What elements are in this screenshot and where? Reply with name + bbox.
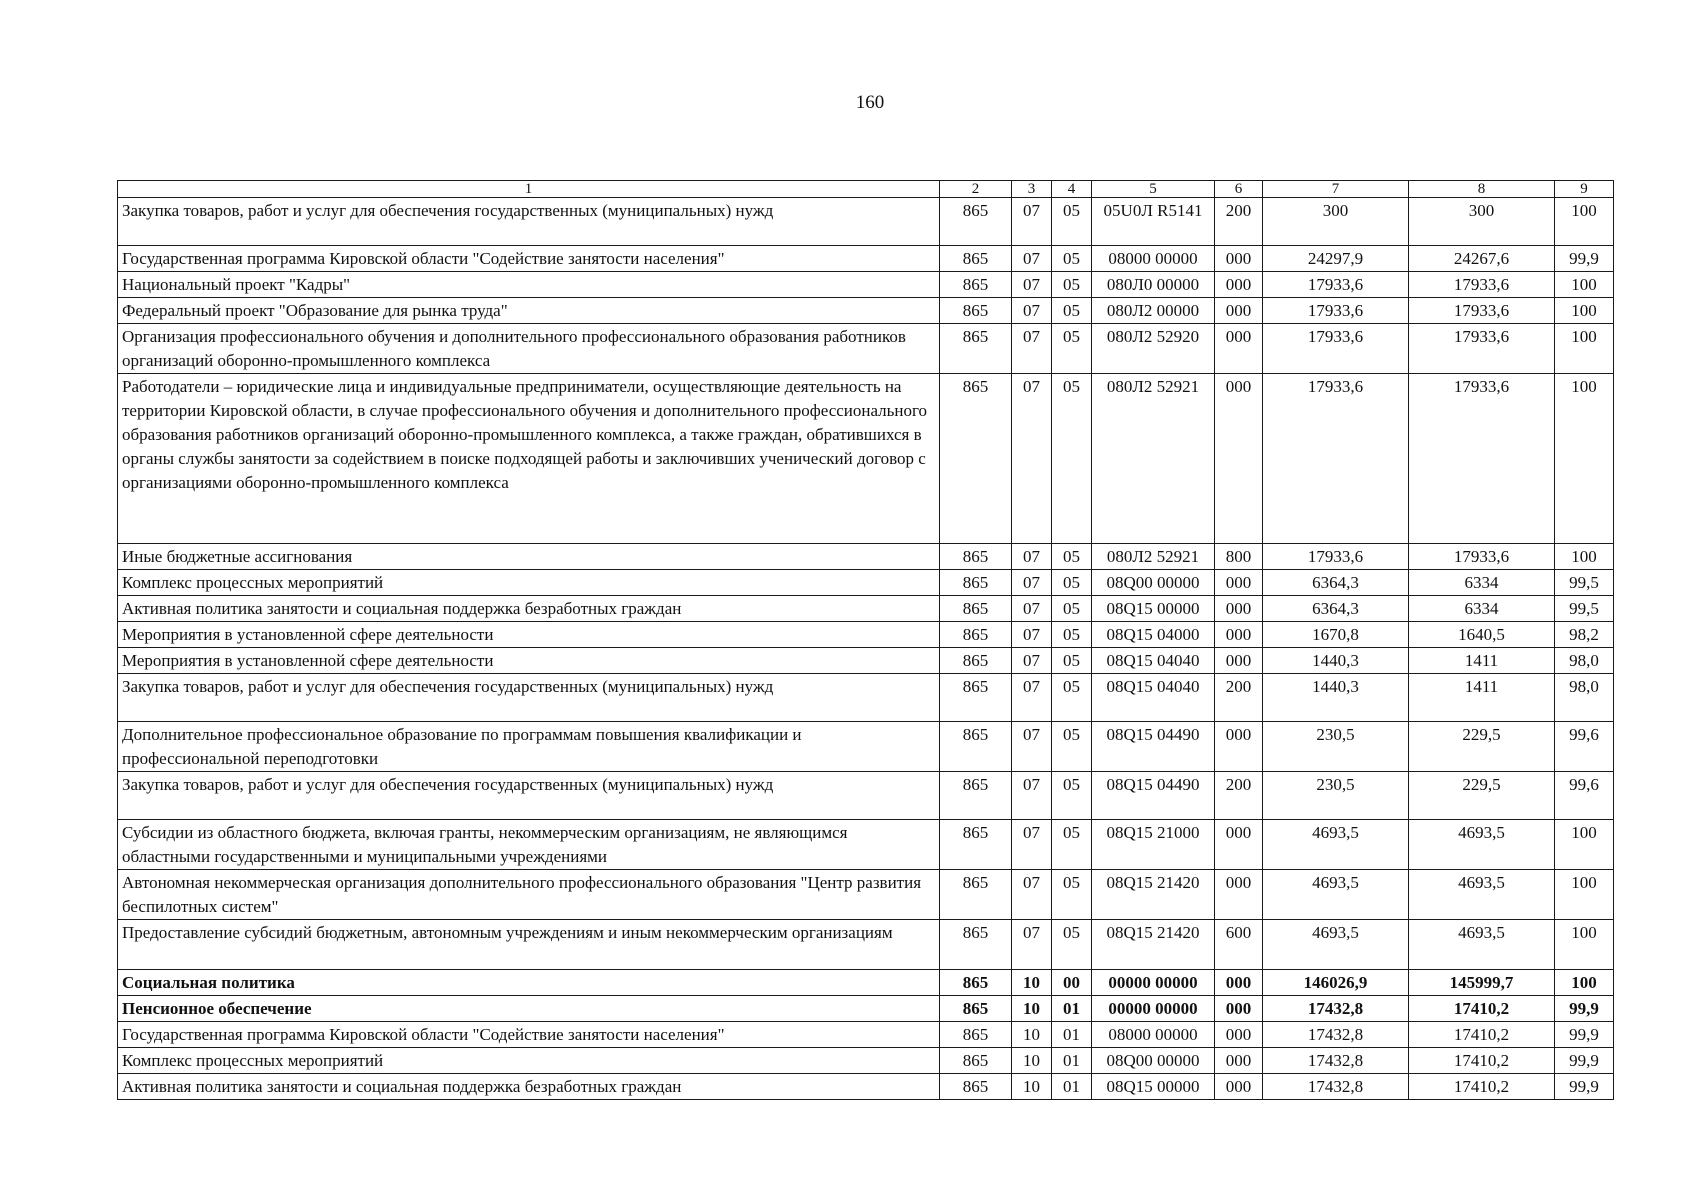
row-admin-code: 865 xyxy=(940,298,1012,324)
row-planned: 1670,8 xyxy=(1263,622,1409,648)
row-name: Закупка товаров, работ и услуг для обеспечения государственных (муниципальных) нужд xyxy=(118,674,940,722)
row-admin-code: 865 xyxy=(940,272,1012,298)
table-row xyxy=(118,198,1614,246)
table-row xyxy=(118,246,1614,272)
row-percent: 100 xyxy=(1555,198,1614,246)
row-target-code: 080Л2 52920 xyxy=(1092,324,1215,374)
table-row xyxy=(118,648,1614,674)
row-admin-code: 865 xyxy=(940,1048,1012,1074)
row-name: Активная политика занятости и социальная поддержка безработных граждан xyxy=(118,596,940,622)
row-subsection: 05 xyxy=(1052,570,1092,596)
row-executed: 17410,2 xyxy=(1409,996,1555,1022)
row-admin-code: 865 xyxy=(940,596,1012,622)
row-percent: 99,6 xyxy=(1555,772,1614,820)
row-planned: 1440,3 xyxy=(1263,674,1409,722)
row-expense-type: 000 xyxy=(1215,272,1263,298)
row-executed: 17410,2 xyxy=(1409,1074,1555,1100)
row-target-code: 05U0Л R5141 xyxy=(1092,198,1215,246)
table-row xyxy=(118,722,1614,772)
row-target-code: 080Л2 52921 xyxy=(1092,544,1215,570)
row-expense-type: 600 xyxy=(1215,920,1263,970)
row-expense-type: 000 xyxy=(1215,870,1263,920)
row-admin-code: 865 xyxy=(940,970,1012,996)
row-admin-code: 865 xyxy=(940,374,1012,544)
row-percent: 100 xyxy=(1555,970,1614,996)
row-subsection: 05 xyxy=(1052,596,1092,622)
row-target-code: 08Q15 04490 xyxy=(1092,772,1215,820)
row-planned: 17933,6 xyxy=(1263,298,1409,324)
row-section: 07 xyxy=(1012,324,1052,374)
row-target-code: 08Q00 00000 xyxy=(1092,570,1215,596)
row-section: 10 xyxy=(1012,996,1052,1022)
row-percent: 99,6 xyxy=(1555,722,1614,772)
row-planned: 146026,9 xyxy=(1263,970,1409,996)
row-executed: 6334 xyxy=(1409,570,1555,596)
row-target-code: 08Q15 04040 xyxy=(1092,648,1215,674)
row-section: 07 xyxy=(1012,772,1052,820)
row-name: Государственная программа Кировской области "Содействие занятости населения" xyxy=(118,1022,940,1048)
row-planned: 24297,9 xyxy=(1263,246,1409,272)
row-name: Предоставление субсидий бюджетным, автономным учреждениям и иным некоммерческим организациям xyxy=(118,920,940,970)
row-expense-type: 000 xyxy=(1215,596,1263,622)
row-percent: 100 xyxy=(1555,870,1614,920)
row-admin-code: 865 xyxy=(940,246,1012,272)
table-header-row xyxy=(118,181,1614,198)
row-percent: 99,5 xyxy=(1555,570,1614,596)
row-name: Пенсионное обеспечение xyxy=(118,996,940,1022)
row-executed: 17933,6 xyxy=(1409,324,1555,374)
table-row xyxy=(118,622,1614,648)
row-section: 10 xyxy=(1012,1022,1052,1048)
row-subsection: 05 xyxy=(1052,544,1092,570)
row-subsection: 05 xyxy=(1052,198,1092,246)
row-executed: 24267,6 xyxy=(1409,246,1555,272)
row-expense-type: 000 xyxy=(1215,996,1263,1022)
row-executed: 4693,5 xyxy=(1409,870,1555,920)
row-admin-code: 865 xyxy=(940,198,1012,246)
row-admin-code: 865 xyxy=(940,674,1012,722)
row-subsection: 05 xyxy=(1052,674,1092,722)
row-admin-code: 865 xyxy=(940,648,1012,674)
table-body xyxy=(118,198,1614,1100)
row-section: 10 xyxy=(1012,1048,1052,1074)
row-section: 07 xyxy=(1012,198,1052,246)
row-admin-code: 865 xyxy=(940,772,1012,820)
row-section: 07 xyxy=(1012,870,1052,920)
row-target-code: 080Л2 00000 xyxy=(1092,298,1215,324)
row-subsection: 05 xyxy=(1052,622,1092,648)
row-expense-type: 200 xyxy=(1215,674,1263,722)
row-planned: 4693,5 xyxy=(1263,920,1409,970)
row-target-code: 08Q15 00000 xyxy=(1092,596,1215,622)
column-header: 7 xyxy=(1263,181,1409,198)
column-header: 3 xyxy=(1012,181,1052,198)
row-admin-code: 865 xyxy=(940,1074,1012,1100)
row-admin-code: 865 xyxy=(940,870,1012,920)
table-row xyxy=(118,1022,1614,1048)
row-target-code: 08Q15 04040 xyxy=(1092,674,1215,722)
row-executed: 6334 xyxy=(1409,596,1555,622)
row-expense-type: 000 xyxy=(1215,570,1263,596)
row-admin-code: 865 xyxy=(940,820,1012,870)
row-target-code: 08Q15 21000 xyxy=(1092,820,1215,870)
row-target-code: 08Q15 21420 xyxy=(1092,870,1215,920)
row-planned: 17432,8 xyxy=(1263,996,1409,1022)
row-percent: 100 xyxy=(1555,920,1614,970)
row-expense-type: 000 xyxy=(1215,970,1263,996)
table-row xyxy=(118,544,1614,570)
row-admin-code: 865 xyxy=(940,722,1012,772)
table-row xyxy=(118,374,1614,544)
table-row xyxy=(118,272,1614,298)
row-target-code: 080Л2 52921 xyxy=(1092,374,1215,544)
row-expense-type: 000 xyxy=(1215,324,1263,374)
row-planned: 4693,5 xyxy=(1263,870,1409,920)
row-planned: 17432,8 xyxy=(1263,1074,1409,1100)
row-section: 07 xyxy=(1012,920,1052,970)
row-expense-type: 000 xyxy=(1215,1074,1263,1100)
row-name: Организация профессионального обучения и дополнительного профессионального образования работников организаций оборонно-промышленного комплекса xyxy=(118,324,940,374)
row-executed: 17410,2 xyxy=(1409,1048,1555,1074)
row-expense-type: 000 xyxy=(1215,722,1263,772)
column-header: 8 xyxy=(1409,181,1555,198)
column-header: 6 xyxy=(1215,181,1263,198)
row-name: Мероприятия в установленной сфере деятельности xyxy=(118,622,940,648)
row-subsection: 05 xyxy=(1052,374,1092,544)
table-row xyxy=(118,772,1614,820)
row-executed: 17410,2 xyxy=(1409,1022,1555,1048)
table-row xyxy=(118,298,1614,324)
row-executed: 1411 xyxy=(1409,674,1555,722)
row-name: Социальная политика xyxy=(118,970,940,996)
row-subsection: 05 xyxy=(1052,920,1092,970)
row-section: 07 xyxy=(1012,820,1052,870)
row-percent: 99,9 xyxy=(1555,1022,1614,1048)
column-header: 5 xyxy=(1092,181,1215,198)
table-row xyxy=(118,996,1614,1022)
row-target-code: 08Q15 21420 xyxy=(1092,920,1215,970)
row-admin-code: 865 xyxy=(940,622,1012,648)
row-percent: 99,9 xyxy=(1555,1074,1614,1100)
row-subsection: 01 xyxy=(1052,996,1092,1022)
table-row xyxy=(118,820,1614,870)
row-admin-code: 865 xyxy=(940,1022,1012,1048)
row-section: 07 xyxy=(1012,648,1052,674)
row-admin-code: 865 xyxy=(940,570,1012,596)
table-row xyxy=(118,970,1614,996)
row-name: Активная политика занятости и социальная поддержка безработных граждан xyxy=(118,1074,940,1100)
row-percent: 98,0 xyxy=(1555,648,1614,674)
row-expense-type: 200 xyxy=(1215,198,1263,246)
row-section: 10 xyxy=(1012,1074,1052,1100)
table-row xyxy=(118,324,1614,374)
row-percent: 100 xyxy=(1555,820,1614,870)
row-percent: 98,0 xyxy=(1555,674,1614,722)
row-target-code: 08Q00 00000 xyxy=(1092,1048,1215,1074)
row-section: 07 xyxy=(1012,298,1052,324)
row-name: Мероприятия в установленной сфере деятельности xyxy=(118,648,940,674)
row-target-code: 00000 00000 xyxy=(1092,996,1215,1022)
row-planned: 17933,6 xyxy=(1263,544,1409,570)
row-planned: 17432,8 xyxy=(1263,1022,1409,1048)
row-name: Государственная программа Кировской области "Содействие занятости населения" xyxy=(118,246,940,272)
row-admin-code: 865 xyxy=(940,920,1012,970)
row-subsection: 05 xyxy=(1052,272,1092,298)
row-section: 07 xyxy=(1012,674,1052,722)
column-header: 9 xyxy=(1555,181,1614,198)
row-target-code: 08Q15 04490 xyxy=(1092,722,1215,772)
row-percent: 99,5 xyxy=(1555,596,1614,622)
row-expense-type: 000 xyxy=(1215,622,1263,648)
table-row xyxy=(118,870,1614,920)
row-executed: 1640,5 xyxy=(1409,622,1555,648)
row-section: 07 xyxy=(1012,544,1052,570)
row-percent: 99,9 xyxy=(1555,996,1614,1022)
row-percent: 100 xyxy=(1555,374,1614,544)
row-name: Иные бюджетные ассигнования xyxy=(118,544,940,570)
row-executed: 300 xyxy=(1409,198,1555,246)
row-planned: 4693,5 xyxy=(1263,820,1409,870)
row-expense-type: 200 xyxy=(1215,772,1263,820)
row-admin-code: 865 xyxy=(940,544,1012,570)
row-planned: 6364,3 xyxy=(1263,596,1409,622)
row-subsection: 05 xyxy=(1052,246,1092,272)
row-percent: 100 xyxy=(1555,272,1614,298)
table-row xyxy=(118,920,1614,970)
page-number: 160 xyxy=(855,92,885,113)
row-executed: 17933,6 xyxy=(1409,272,1555,298)
row-planned: 1440,3 xyxy=(1263,648,1409,674)
row-expense-type: 000 xyxy=(1215,648,1263,674)
column-header: 2 xyxy=(940,181,1012,198)
row-planned: 17933,6 xyxy=(1263,374,1409,544)
table-row xyxy=(118,1048,1614,1074)
table-row xyxy=(118,674,1614,722)
table-row xyxy=(118,570,1614,596)
row-section: 07 xyxy=(1012,374,1052,544)
row-planned: 17933,6 xyxy=(1263,324,1409,374)
row-target-code: 080Л0 00000 xyxy=(1092,272,1215,298)
row-section: 07 xyxy=(1012,272,1052,298)
row-section: 07 xyxy=(1012,722,1052,772)
row-name: Федеральный проект "Образование для рынка труда" xyxy=(118,298,940,324)
row-section: 10 xyxy=(1012,970,1052,996)
row-target-code: 08000 00000 xyxy=(1092,1022,1215,1048)
row-name: Дополнительное профессиональное образование по программам повышения квалификации и профессиональной переподготовки xyxy=(118,722,940,772)
row-planned: 230,5 xyxy=(1263,722,1409,772)
table-row xyxy=(118,596,1614,622)
row-executed: 4693,5 xyxy=(1409,920,1555,970)
row-target-code: 08Q15 04000 xyxy=(1092,622,1215,648)
row-admin-code: 865 xyxy=(940,324,1012,374)
row-planned: 300 xyxy=(1263,198,1409,246)
row-planned: 17933,6 xyxy=(1263,272,1409,298)
row-subsection: 05 xyxy=(1052,298,1092,324)
row-executed: 17933,6 xyxy=(1409,298,1555,324)
column-header: 1 xyxy=(118,181,940,198)
row-section: 07 xyxy=(1012,246,1052,272)
row-percent: 99,9 xyxy=(1555,246,1614,272)
row-section: 07 xyxy=(1012,622,1052,648)
row-expense-type: 000 xyxy=(1215,246,1263,272)
row-name: Комплекс процессных мероприятий xyxy=(118,570,940,596)
row-executed: 4693,5 xyxy=(1409,820,1555,870)
row-name: Национальный проект "Кадры" xyxy=(118,272,940,298)
row-expense-type: 000 xyxy=(1215,1048,1263,1074)
row-name: Комплекс процессных мероприятий xyxy=(118,1048,940,1074)
table-row xyxy=(118,1074,1614,1100)
row-name: Автономная некоммерческая организация дополнительного профессионального образования "Центр развития беспилотных систем" xyxy=(118,870,940,920)
row-executed: 229,5 xyxy=(1409,722,1555,772)
row-executed: 1411 xyxy=(1409,648,1555,674)
row-name: Закупка товаров, работ и услуг для обеспечения государственных (муниципальных) нужд xyxy=(118,198,940,246)
row-percent: 98,2 xyxy=(1555,622,1614,648)
row-subsection: 01 xyxy=(1052,1074,1092,1100)
row-subsection: 05 xyxy=(1052,820,1092,870)
row-section: 07 xyxy=(1012,596,1052,622)
row-executed: 145999,7 xyxy=(1409,970,1555,996)
row-percent: 99,9 xyxy=(1555,1048,1614,1074)
row-planned: 6364,3 xyxy=(1263,570,1409,596)
row-section: 07 xyxy=(1012,570,1052,596)
row-subsection: 00 xyxy=(1052,970,1092,996)
row-planned: 17432,8 xyxy=(1263,1048,1409,1074)
row-name: Субсидии из областного бюджета, включая гранты, некоммерческим организациям, не являющимся областными государственными и муниципальными учреждениями xyxy=(118,820,940,870)
row-executed: 17933,6 xyxy=(1409,544,1555,570)
row-planned: 230,5 xyxy=(1263,772,1409,820)
row-expense-type: 000 xyxy=(1215,1022,1263,1048)
row-subsection: 05 xyxy=(1052,870,1092,920)
row-target-code: 00000 00000 xyxy=(1092,970,1215,996)
row-executed: 229,5 xyxy=(1409,772,1555,820)
row-subsection: 01 xyxy=(1052,1022,1092,1048)
row-expense-type: 800 xyxy=(1215,544,1263,570)
row-target-code: 08000 00000 xyxy=(1092,246,1215,272)
row-percent: 100 xyxy=(1555,298,1614,324)
row-expense-type: 000 xyxy=(1215,298,1263,324)
row-subsection: 05 xyxy=(1052,722,1092,772)
row-expense-type: 000 xyxy=(1215,374,1263,544)
row-target-code: 08Q15 00000 xyxy=(1092,1074,1215,1100)
row-executed: 17933,6 xyxy=(1409,374,1555,544)
row-name: Работодатели – юридические лица и индивидуальные предприниматели, осуществляющие деятельность на территории Кировской области, в случае профессионального обучения и дополнительного профессионального образования работников организаций оборонно-промышленного комплекса, а также граждан, обратившихся в органы службы занятости за содействием в поиске подходящей работы и заключивших ученический договор с организациями оборонно-промышленного комплекса xyxy=(118,374,940,544)
row-subsection: 05 xyxy=(1052,648,1092,674)
row-percent: 100 xyxy=(1555,544,1614,570)
row-name: Закупка товаров, работ и услуг для обеспечения государственных (муниципальных) нужд xyxy=(118,772,940,820)
row-percent: 100 xyxy=(1555,324,1614,374)
row-subsection: 05 xyxy=(1052,324,1092,374)
row-admin-code: 865 xyxy=(940,996,1012,1022)
column-header: 4 xyxy=(1052,181,1092,198)
row-expense-type: 000 xyxy=(1215,820,1263,870)
budget-table xyxy=(117,180,1614,1100)
row-subsection: 01 xyxy=(1052,1048,1092,1074)
row-subsection: 05 xyxy=(1052,772,1092,820)
